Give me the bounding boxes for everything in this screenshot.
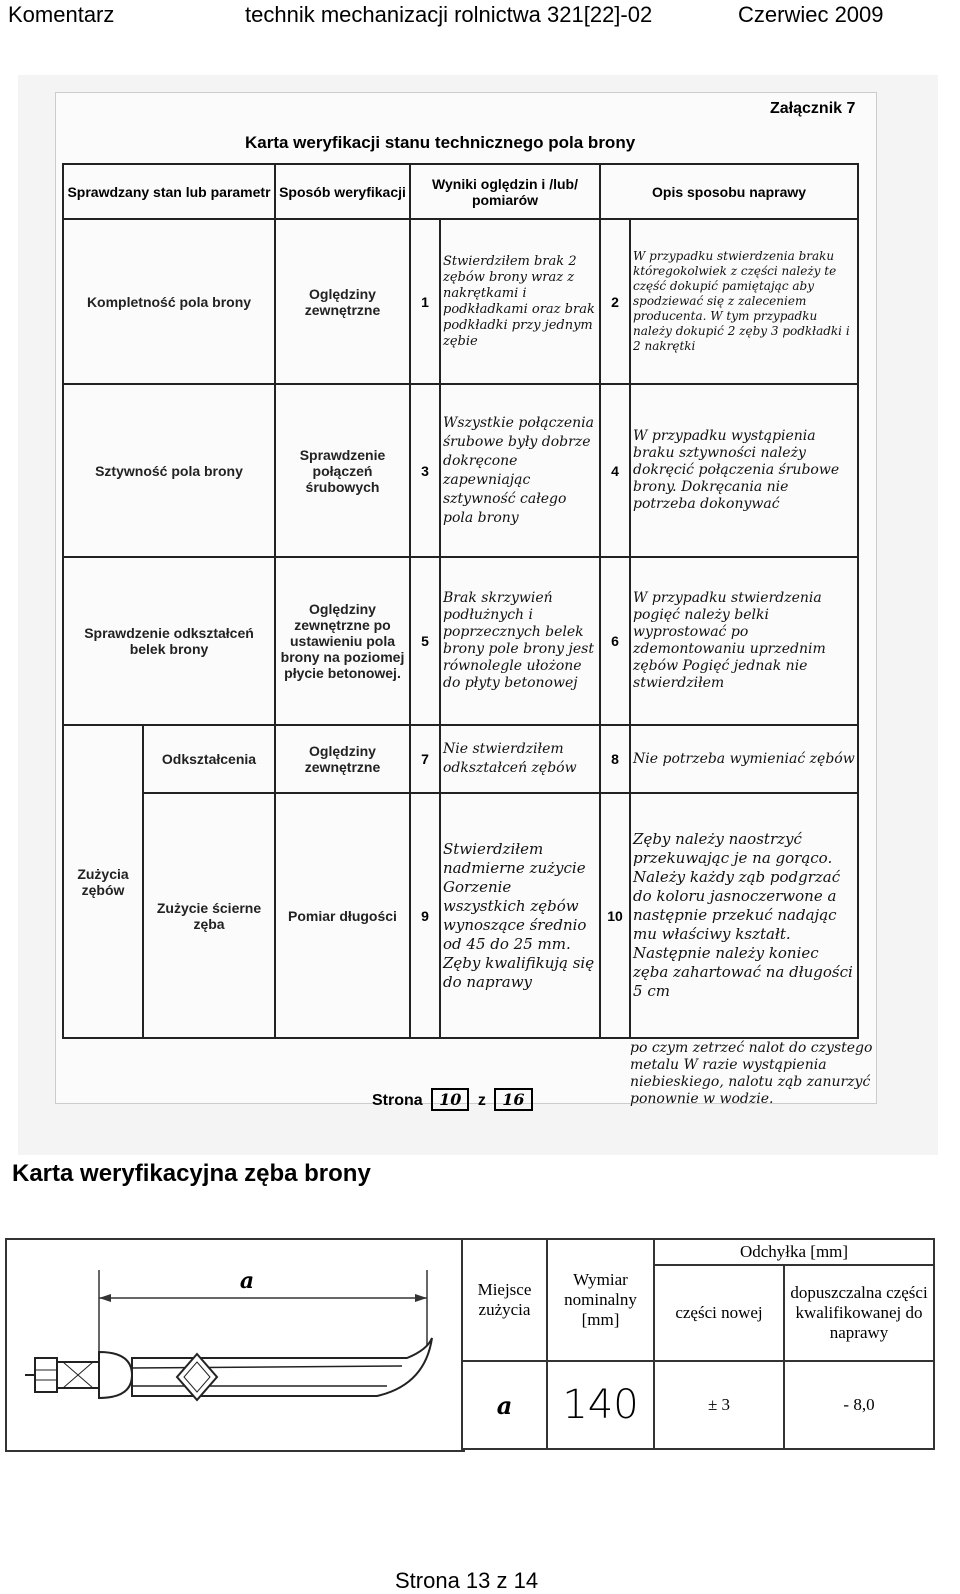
result-handwriting: Stwierdziłem brak 2 zębów brony wraz z nakrętkami i podkładkami oraz brak podkładki przy jednym zębie xyxy=(440,219,600,384)
col-header-method: Sposób weryfikacji xyxy=(275,164,410,219)
header-left: Komentarz xyxy=(8,2,115,27)
repair-handwriting: W przypadku stwierdzenia pogięć należy belki wyprostować po zdemontowaniu uprzednim zębów Pogięć jednak nie stwierdziłem xyxy=(630,557,858,725)
result-number: 1 xyxy=(410,219,440,384)
page-footer: Strona 13 z 14 xyxy=(395,1568,539,1593)
result-handwriting: Nie stwierdziłem odkształceń zębów xyxy=(440,725,600,793)
method-cell: Oględziny zewnętrzne po ustawieniu pola brony na poziomej płycie betonowej. xyxy=(275,557,410,725)
group-cell: Zużycia zębów xyxy=(63,725,143,1038)
param-cell: Zużycie ścierne zęba xyxy=(143,793,275,1038)
repair-number: 10 xyxy=(600,793,630,1038)
table-row xyxy=(462,1361,934,1449)
attachment-label: Załącznik 7 xyxy=(770,100,856,117)
page-total: 16 xyxy=(494,1088,532,1111)
table-row xyxy=(63,557,858,725)
tooth-figure xyxy=(5,1238,465,1452)
result-number: 3 xyxy=(410,384,440,557)
repair-handwriting: Nie potrzeba wymieniać zębów xyxy=(630,725,858,793)
result-handwriting: Brak skrzywień podłużnych i poprzecznych belek brony pole brony jest równolegle ułożone do płyty betonowej xyxy=(440,557,600,725)
table-row xyxy=(63,725,858,793)
result-number: 7 xyxy=(410,725,440,793)
col-header-repair: Opis sposobu naprawy xyxy=(600,164,858,219)
table-row xyxy=(63,219,858,384)
page-label: Strona xyxy=(372,1092,423,1109)
param-cell: Kompletność pola brony xyxy=(63,219,275,384)
result-handwriting: Wszystkie połączenia śrubowe były dobrze dokręcone zapewniając sztywność całego pola brony xyxy=(440,384,600,557)
method-cell: Pomiar długości xyxy=(275,793,410,1038)
harrow-tooth-drawing xyxy=(7,1240,463,1446)
tooth-table xyxy=(461,1238,935,1450)
col-header-results: Wyniki oględzin i /lub/ pomiarów xyxy=(410,164,600,219)
dimension-a-label: a xyxy=(239,1268,255,1294)
header-right: Czerwiec 2009 xyxy=(738,2,884,27)
repair-handwriting: W przypadku wystąpienia braku sztywności należy dokręcić połączenia śrubowe brony. Dokręcania nie potrzeba dokonywać xyxy=(630,384,858,557)
sheet-page-number xyxy=(372,1088,537,1111)
col-qualified: dopuszczalna części kwalifikowanej do naprawy xyxy=(784,1265,934,1361)
repair-handwriting: W przypadku stwierdzenia braku któregokolwiek z części należy te część dokupić pamiętając aby spodziewać się z zaleceniem producenta. W tym przypadku należy dokupić 2 zęby 3 podkładki i 2 nakrętki xyxy=(630,219,858,384)
tooth-sheet-title: Karta weryfikacyjna zęba brony xyxy=(12,1160,371,1187)
col-new-part: części nowej xyxy=(654,1265,784,1361)
method-cell: Sprawdzenie połączeń śrubowych xyxy=(275,384,410,557)
table-row xyxy=(63,793,858,1038)
sheet-title: Karta weryfikacji stanu technicznego pola brony xyxy=(245,133,636,152)
result-number: 9 xyxy=(410,793,440,1038)
result-handwriting: Stwierdziłem nadmierne zużycie Gorzenie wszystkich zębów wynoszące średnio od 45 do 25 mm. Zęby kwalifikują się do naprawy xyxy=(440,793,600,1038)
col-nominal: Wymiar nominalny [mm] xyxy=(547,1239,654,1361)
page-current: 10 xyxy=(431,1088,469,1111)
page-of: z xyxy=(477,1092,486,1109)
method-cell: Oględziny zewnętrzne xyxy=(275,725,410,793)
repair-handwriting: Zęby należy naostrzyć przekuwając je na gorąco. Należy każdy ząb podgrzać do koloru jasnoczerwone a następnie przekuć nadając mu właściwy kształt. Następnie należy koniec zęba zahartować na długości 5 cm xyxy=(630,793,858,1038)
row-new-part: ± 3 xyxy=(654,1361,784,1449)
param-cell: Sprawdzenie odkształceń belek brony xyxy=(63,557,275,725)
page-header xyxy=(0,0,960,28)
param-cell: Odkształcenia xyxy=(143,725,275,793)
header-center: technik mechanizacji rolnictwa 321[22]-02 xyxy=(245,2,653,27)
verification-table xyxy=(62,163,859,1039)
table-row xyxy=(63,384,858,557)
row-nominal: 140 xyxy=(547,1361,654,1449)
row-qualified: - 8,0 xyxy=(784,1361,934,1449)
overflow-handwriting: po czym zetrzeć nalot do czystego metalu W razie wystąpienia niebieskiego, nalotu ząb zanurzyć ponownie w wodzie. xyxy=(630,1040,873,1107)
result-number: 5 xyxy=(410,557,440,725)
row-place: a xyxy=(462,1361,547,1449)
col-header-param: Sprawdzany stan lub parametr xyxy=(63,164,275,219)
col-deviation: Odchyłka [mm] xyxy=(654,1239,934,1265)
param-cell: Sztywność pola brony xyxy=(63,384,275,557)
repair-number: 4 xyxy=(600,384,630,557)
col-place: Miejsce zużycia xyxy=(462,1239,547,1361)
repair-number: 2 xyxy=(600,219,630,384)
repair-number: 8 xyxy=(600,725,630,793)
repair-number: 6 xyxy=(600,557,630,725)
method-cell: Oględziny zewnętrzne xyxy=(275,219,410,384)
